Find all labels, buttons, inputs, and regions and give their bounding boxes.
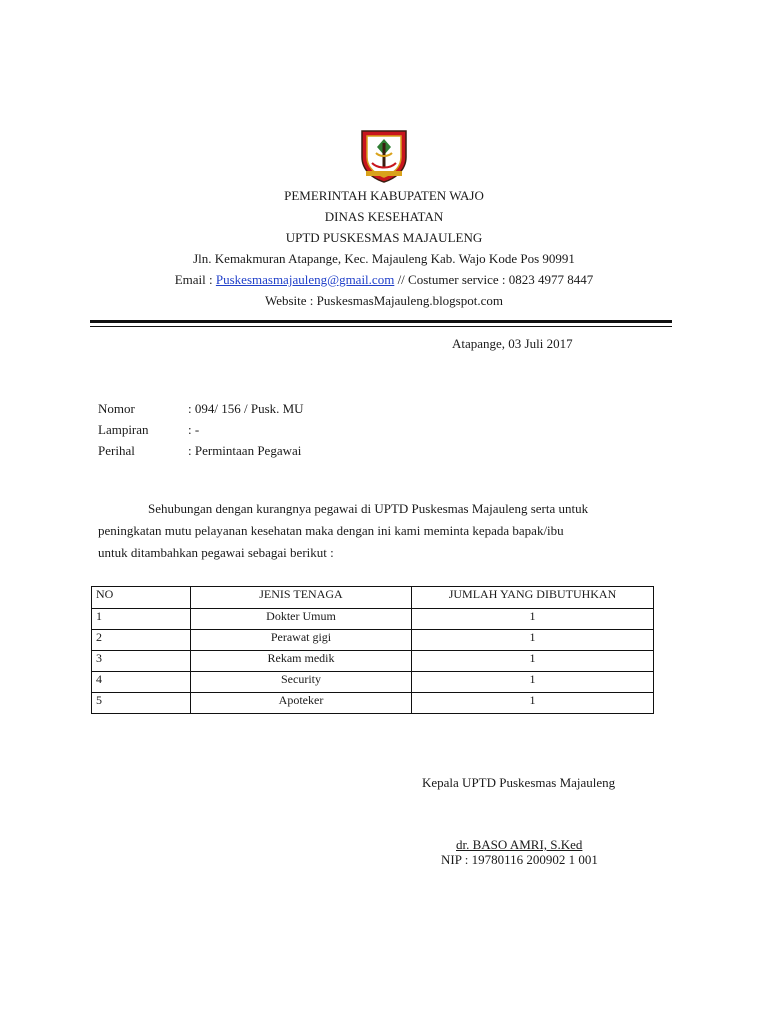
table-row (92, 693, 654, 714)
letterhead-contact (0, 272, 768, 288)
letter-date: Atapange, 03 Juli 2017 (452, 336, 573, 351)
table-row (92, 630, 654, 651)
letterhead-address: Jln. Kemakmuran Atapange, Kec. Majauleng Kab. Wajo Kode Pos 90991 (193, 251, 575, 266)
signature-name: dr. BASO AMRI, S.Ked (456, 837, 583, 852)
col-header-jenis: JENIS TENAGA (191, 587, 412, 609)
cell-jenis: Dokter Umum (191, 609, 412, 630)
header-divider-thick (90, 320, 672, 323)
col-header-jumlah: JUMLAH YANG DIBUTUHKAN (412, 587, 654, 609)
cell-jumlah: 1 (412, 693, 654, 714)
cell-jenis: Rekam medik (191, 651, 412, 672)
col-header-no: NO (92, 587, 191, 609)
cell-jenis: Apoteker (191, 693, 412, 714)
table-row (92, 609, 654, 630)
table-header-row (92, 587, 654, 609)
cell-jumlah: 1 (412, 672, 654, 693)
staff-request-table (91, 586, 654, 714)
cell-jumlah: 1 (412, 609, 654, 630)
cell-jenis: Security (191, 672, 412, 693)
email-label: Email : (174, 272, 216, 287)
letterhead-line-department: DINAS KESEHATAN (324, 209, 444, 224)
meta-value-nomor: : 094/ 156 / Pusk. MU (188, 401, 304, 416)
letterhead-line-government: PEMERINTAH KABUPATEN WAJO (284, 188, 484, 203)
cell-jumlah: 1 (412, 630, 654, 651)
cell-no: 5 (92, 693, 191, 714)
cell-no: 2 (92, 630, 191, 651)
body-line-1: Sehubungan dengan kurangnya pegawai di UPTD Puskesmas Majauleng serta untuk (148, 501, 589, 516)
wajo-emblem-logo (358, 127, 410, 183)
body-line-2: peningkatan mutu pelayanan kesehatan maka dengan ini kami meminta kepada bapak/ibu (98, 523, 564, 538)
email-link[interactable]: Puskesmasmajauleng@gmail.com (215, 272, 395, 287)
customer-service: // Costumer service : 0823 4977 8447 (394, 272, 594, 287)
cell-no: 3 (92, 651, 191, 672)
cell-no: 1 (92, 609, 191, 630)
cell-no: 4 (92, 672, 191, 693)
signature-title: Kepala UPTD Puskesmas Majauleng (422, 775, 616, 790)
letterhead-website: Website : PuskesmasMajauleng.blogspot.com (265, 293, 503, 308)
body-line-3: untuk ditambahkan pegawai sebagai berikut : (98, 545, 334, 560)
signature-nip: NIP : 19780116 200902 1 001 (441, 852, 598, 867)
meta-label-lampiran: Lampiran (98, 422, 149, 437)
cell-jumlah: 1 (412, 651, 654, 672)
meta-label-nomor: Nomor (98, 401, 135, 416)
cell-jenis: Perawat gigi (191, 630, 412, 651)
table-row (92, 651, 654, 672)
meta-label-perihal: Perihal (98, 443, 135, 458)
header-divider-thin (90, 326, 672, 327)
letterhead-line-unit: UPTD PUSKESMAS MAJAULENG (285, 230, 483, 245)
meta-value-perihal: : Permintaan Pegawai (188, 443, 302, 458)
table-row (92, 672, 654, 693)
meta-value-lampiran: : - (188, 422, 200, 437)
